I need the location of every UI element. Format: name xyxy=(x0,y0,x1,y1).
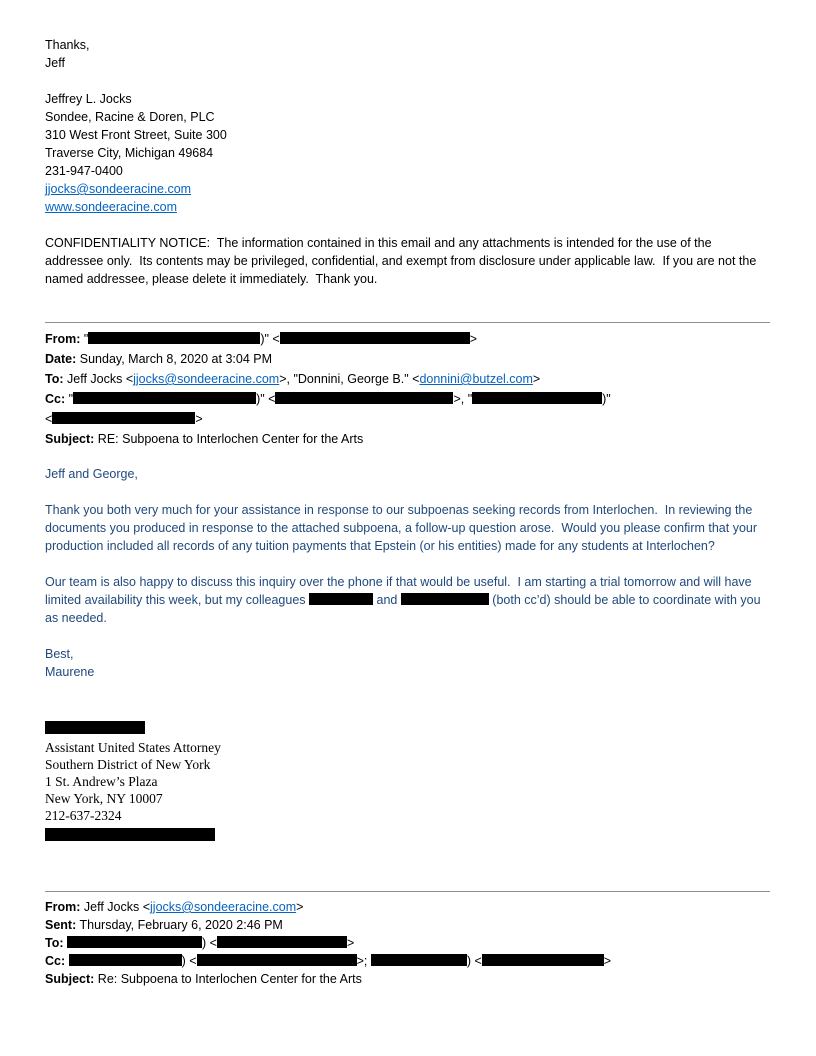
email2-to-line xyxy=(45,934,770,952)
signature-city: Traverse City, Michigan 49684 xyxy=(45,146,214,160)
cc-text: )" < xyxy=(256,392,276,406)
cc-text: >; xyxy=(356,954,371,968)
from-text: Jeff Jocks < xyxy=(83,900,151,914)
to-email-link[interactable]: donnini@butzel.com xyxy=(419,372,533,386)
redacted-name-bar xyxy=(45,721,145,734)
body-text: Our team is also happy to discuss this inquiry over the phone if that would be useful. I am starting a trial tomorrow and will have limited availability this week, but my colleagues xyxy=(45,575,756,607)
to-text: >, "Donnini, George B." < xyxy=(279,372,420,386)
signature-name: Jeffrey L. Jocks xyxy=(45,92,132,106)
ausa-city: New York, NY 10007 xyxy=(45,791,163,806)
to-label: To: xyxy=(45,372,64,386)
redaction-bar xyxy=(88,332,260,344)
from-label: From: xyxy=(45,332,81,346)
from-email-link[interactable]: jjocks@sondeeracine.com xyxy=(150,900,297,914)
body-text: (both cc’d) should be able to coordinate with you as needed. xyxy=(45,593,765,625)
subject-value: Re: Subpoena to Interlochen Center for the Arts xyxy=(97,972,362,986)
cc-text: )" xyxy=(602,392,611,406)
body-signoff: Maurene xyxy=(45,665,95,679)
signature-website-link[interactable]: www.sondeeracine.com xyxy=(45,200,178,214)
signature-phone: 231-947-0400 xyxy=(45,164,123,178)
signature-street: 310 West Front Street, Suite 300 xyxy=(45,128,227,142)
cc-text: ) < xyxy=(181,954,197,968)
redaction-bar xyxy=(309,593,373,605)
body-paragraph-2 xyxy=(45,573,770,627)
sent-value: Thursday, February 6, 2020 2:46 PM xyxy=(79,918,283,932)
subject-label: Subject: xyxy=(45,432,95,446)
redaction-bar xyxy=(472,392,602,404)
signature-email-link[interactable]: jjocks@sondeeracine.com xyxy=(45,182,192,196)
confidentiality-notice: CONFIDENTIALITY NOTICE: The information contained in this email and any attachments is intended for the use of the addressee only. Its contents may be privileged, confidential, and exempt from disclosure under applicable law. If you are not the named addressee, please delete it immediately. Thank you. xyxy=(45,236,760,286)
email2-header xyxy=(45,898,770,988)
redaction-bar xyxy=(52,412,195,424)
email2-sent-line xyxy=(45,916,770,934)
email1-date-line xyxy=(45,349,770,369)
cc-text: > xyxy=(603,954,612,968)
to-text: > xyxy=(346,936,355,950)
redaction-bar xyxy=(401,593,489,605)
cc-text: ) < xyxy=(466,954,482,968)
from-text: > xyxy=(296,900,304,914)
divider xyxy=(45,891,770,892)
sent-label: Sent: xyxy=(45,918,77,932)
email1-cc-line xyxy=(45,389,770,409)
to-text: > xyxy=(532,372,541,386)
cc-text: < xyxy=(45,412,53,426)
subject-value: RE: Subpoena to Interlochen Center for the Arts xyxy=(97,432,364,446)
ausa-phone: 212-637-2324 xyxy=(45,808,122,823)
signature-firm: Sondee, Racine & Doren, PLC xyxy=(45,110,215,124)
from-text: " xyxy=(83,332,89,346)
cc-label: Cc: xyxy=(45,954,66,968)
divider xyxy=(45,322,770,323)
cc-label: Cc: xyxy=(45,392,66,406)
body-closing: Best, xyxy=(45,647,74,661)
redaction-bar xyxy=(482,954,604,966)
from-text: > xyxy=(469,332,478,346)
redaction-bar xyxy=(371,954,467,966)
redaction-bar xyxy=(67,936,202,948)
email1-subject-line xyxy=(45,429,770,449)
email1-signature xyxy=(45,721,770,841)
ausa-address: 1 St. Andrew’s Plaza xyxy=(45,774,158,789)
email1-to-line xyxy=(45,369,770,389)
email1-body xyxy=(45,465,770,681)
cc-text: > xyxy=(195,412,203,426)
redaction-bar xyxy=(197,954,357,966)
email1-header xyxy=(45,329,770,449)
subject-label: Subject: xyxy=(45,972,95,986)
redaction-bar xyxy=(69,954,182,966)
to-text: ) < xyxy=(202,936,217,950)
redacted-email-bar xyxy=(45,828,215,841)
cc-text: " xyxy=(68,392,74,406)
body-text: and xyxy=(373,593,401,607)
closing-name: Jeff xyxy=(45,56,65,70)
email2-from-line xyxy=(45,898,770,916)
from-text: )" < xyxy=(260,332,280,346)
date-label: Date: xyxy=(45,352,77,366)
email2-subject-line xyxy=(45,970,770,988)
ausa-title: Assistant United States Attorney xyxy=(45,740,221,755)
closing-thanks: Thanks, xyxy=(45,38,90,52)
redaction-bar xyxy=(280,332,470,344)
cc-text: >, " xyxy=(453,392,473,406)
redaction-bar xyxy=(217,936,347,948)
body-greeting: Jeff and George, xyxy=(45,467,138,481)
email1-from-line xyxy=(45,329,770,349)
body-paragraph-1: Thank you both very much for your assistance in response to our subpoenas seeking records from Interlochen. In reviewing the documents you produced in response to the attached subpoena, a follow-up question arose. Would you please confirm that your production included all records of any tuition payments that Epstein (or his entities) made for any students at Interlochen? xyxy=(45,503,761,553)
ausa-district: Southern District of New York xyxy=(45,757,211,772)
redaction-bar xyxy=(275,392,453,404)
email1-cc-line-2 xyxy=(45,409,770,429)
to-email-link[interactable]: jjocks@sondeeracine.com xyxy=(133,372,280,386)
date-value: Sunday, March 8, 2020 at 3:04 PM xyxy=(79,352,272,366)
redaction-bar xyxy=(73,392,256,404)
to-label: To: xyxy=(45,936,64,950)
email2-cc-line xyxy=(45,952,770,970)
to-text: Jeff Jocks < xyxy=(67,372,134,386)
from-label: From: xyxy=(45,900,81,914)
